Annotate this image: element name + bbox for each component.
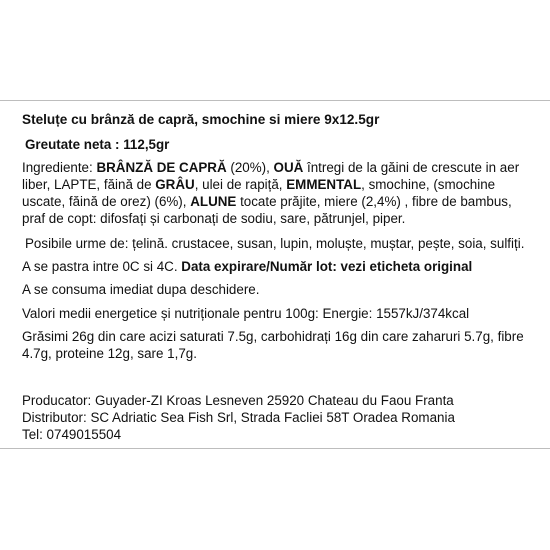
storage-temperature: A se pastra intre 0C si 4C. (22, 259, 182, 274)
allergen-highlight: OUĂ (273, 160, 304, 175)
energy-values: Valori medii energetice și nutriționale pentru 100g: Energie: 1557kJ/374kcal (22, 306, 470, 321)
allergen-highlight: GRÂU (155, 177, 195, 192)
ingredient-text: , smochine, (smochine uscate, făină de orez) (6%), (22, 177, 496, 209)
expiry-lot-note: Data expirare/Număr lot: vezi eticheta original (181, 259, 473, 274)
ingredient-text: tocate prăjite, miere (2,4%) , fibre de bambus, praf de copt: difosfați și carbonați de sodiu, sare, pătrunjel, piper. (22, 194, 512, 226)
ingredients-paragraph (22, 159, 534, 227)
ingredient-text: întregi de la găini de crescute in aer liber, LAPTE, făină de (22, 160, 520, 192)
nutrition-values: Grăsimi 26g din care acizi saturati 7.5g, carbohidrați 16g din care zaharuri 5.7g, fibre 4.7g, proteine 12g, sare 1,7g. (22, 329, 524, 361)
ingredients-label: Ingrediente: (22, 160, 97, 175)
net-weight: Greutate neta : 112,5gr (25, 137, 170, 152)
top-divider (0, 100, 550, 101)
allergen-traces: Posibile urme de: țelină. crustacee, susan, lupin, moluște, muștar, pește, soia, sulfiți. (25, 236, 525, 251)
allergen-highlight: BRÂNZĂ DE CAPRĂ (96, 160, 227, 175)
phone-line: Tel: 0749015504 (22, 427, 122, 442)
storage-info (22, 258, 534, 275)
product-title: Steluțe cu brânză de capră, smochine si miere 9x12.5gr (22, 112, 380, 127)
ingredients-list (22, 160, 519, 226)
allergen-highlight: EMMENTAL (286, 177, 362, 192)
ingredient-text: , ulei de rapiță, (194, 177, 287, 192)
consume-instructions: A se consuma imediat dupa deschidere. (22, 282, 260, 297)
producer-line: Producator: Guyader-ZI Kroas Lesneven 25920 Chateau du Faou Franta (22, 393, 454, 408)
contact-block (22, 392, 534, 443)
ingredient-text: (20%), (226, 160, 274, 175)
allergen-highlight: ALUNE (190, 194, 237, 209)
bottom-divider (0, 448, 550, 449)
distributor-line: Distributor: SC Adriatic Sea Fish Srl, Strada Facliei 58T Oradea Romania (22, 410, 455, 425)
product-label (22, 111, 534, 443)
